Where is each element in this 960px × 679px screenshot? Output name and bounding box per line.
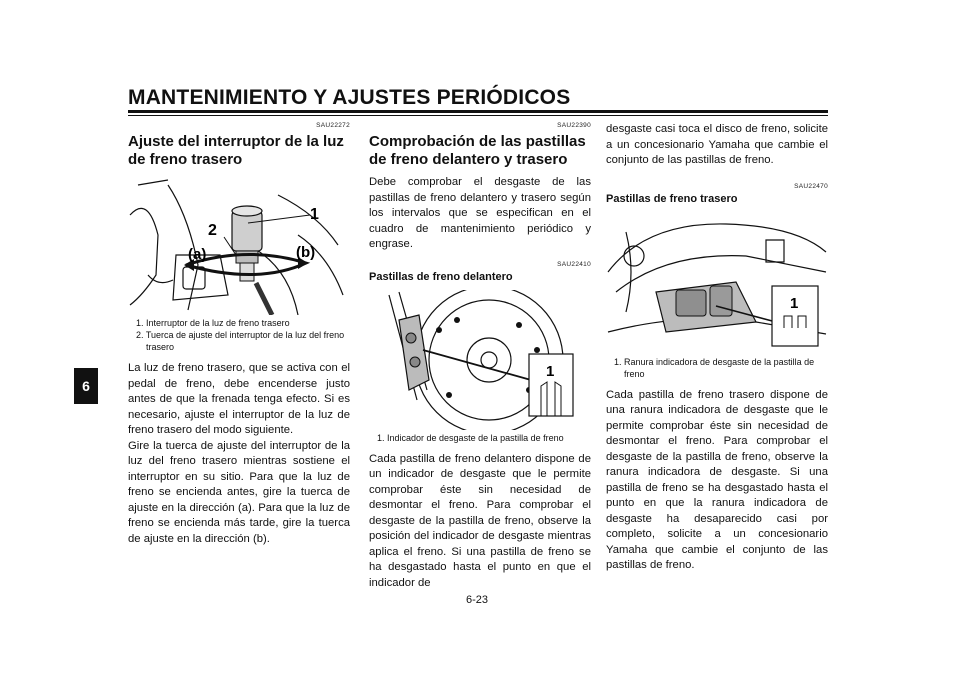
subsection-heading: Pastillas de freno trasero [606, 192, 738, 205]
section-code: SAU22272 [316, 122, 350, 129]
caption-line: 1. Indicador de desgaste de la pastilla de freno [377, 432, 564, 443]
section-heading: Ajuste del interruptor de la luz de freno trasero [128, 133, 344, 168]
figure-label-2: 2 [208, 222, 217, 239]
figure-label-1: 1 [790, 294, 799, 312]
chapter-tab: 6 [74, 368, 98, 404]
column-middle [369, 122, 591, 591]
figure-caption [377, 432, 591, 444]
front-brake-figure [369, 290, 591, 430]
page-title: MANTENIMIENTO Y AJUSTES PERIÓDICOS [128, 86, 571, 109]
caption-line: 1. Ranura indicadora de desgaste de la pastilla de freno [614, 356, 815, 379]
column-right [606, 122, 828, 574]
body-paragraph: Gire la tuerca de ajuste del interruptor de la luz del freno trasero mientras sostiene el interruptor en su sitio. Para que la luz de freno se encienda antes, gire la tuerca de ajuste en la dirección (a). Para que la luz de freno se encienda más tarde, gire la tuerca de ajuste en la dirección (b). [128, 439, 350, 545]
subsection-code: SAU22410 [557, 260, 591, 268]
body-paragraph: Cada pastilla de freno delantero dispone de un indicador de desgaste que le permite comprobar éste sin necesidad de desmontar el freno. Para comprobar el desgaste de la pastilla de freno, observe la posición del indicador de desgaste mientras aplica el freno. Si una pastilla de freno se ha desgastado hasta el punto en que el indicador de [369, 452, 591, 589]
header-rule-thick [128, 110, 828, 113]
figure-label-a: (a) [188, 246, 207, 263]
figure-label-b: (b) [296, 244, 316, 261]
page-number: 6-23 [466, 594, 489, 606]
section-code: SAU22470 [794, 182, 828, 190]
caption-line: 1. Interruptor de la luz de freno trasero [136, 318, 290, 328]
brake-switch-figure [128, 175, 350, 315]
rear-brake-figure [606, 212, 828, 354]
figure-caption [614, 356, 828, 380]
body-paragraph: desgaste casi toca el disco de freno, solicite a un concesionario Yamaha que cambie el conjunto de las pastillas de freno. [606, 123, 828, 166]
section-code: SAU22390 [557, 122, 591, 129]
body-paragraph: La luz de freno trasero, que se activa con el pedal de freno, debe encenderse justo antes de que la frenada tenga efecto. Si es necesario, ajuste el interruptor de la luz de freno trasero del modo siguiente. [128, 362, 350, 436]
body-paragraph: Cada pastilla de freno trasero dispone de una ranura indicadora de desgaste que le permite comprobar éste sin necesidad de desmontar el freno. Para comprobar el desgaste de la pastilla de freno, observe la ranura indicadora de desgaste. Si una pastilla de freno se ha desgastado hasta el punto en que la ranura indicadora de desgaste ha desaparecido casi por completo, solicite a un concesionario Yamaha que cambie el conjunto de las pastillas de freno. [606, 388, 828, 571]
section-heading: Comprobación de las pastillas de freno delantero y trasero [369, 133, 586, 168]
caption-line: 2. Tuerca de ajuste del interruptor de la luz del freno trasero [136, 330, 345, 352]
column-left [128, 122, 350, 547]
body-paragraph: Debe comprobar el desgaste de las pastillas de freno delantero y trasero según los intervalos que se especifican en el cuadro de mantenimiento periódico y engrase. [369, 176, 591, 250]
figure-caption [136, 317, 350, 353]
header-rule-thin [128, 115, 828, 116]
subsection-heading: Pastillas de freno delantero [369, 270, 513, 283]
figure-label-1: 1 [546, 362, 555, 380]
figure-label-1: 1 [310, 206, 319, 223]
